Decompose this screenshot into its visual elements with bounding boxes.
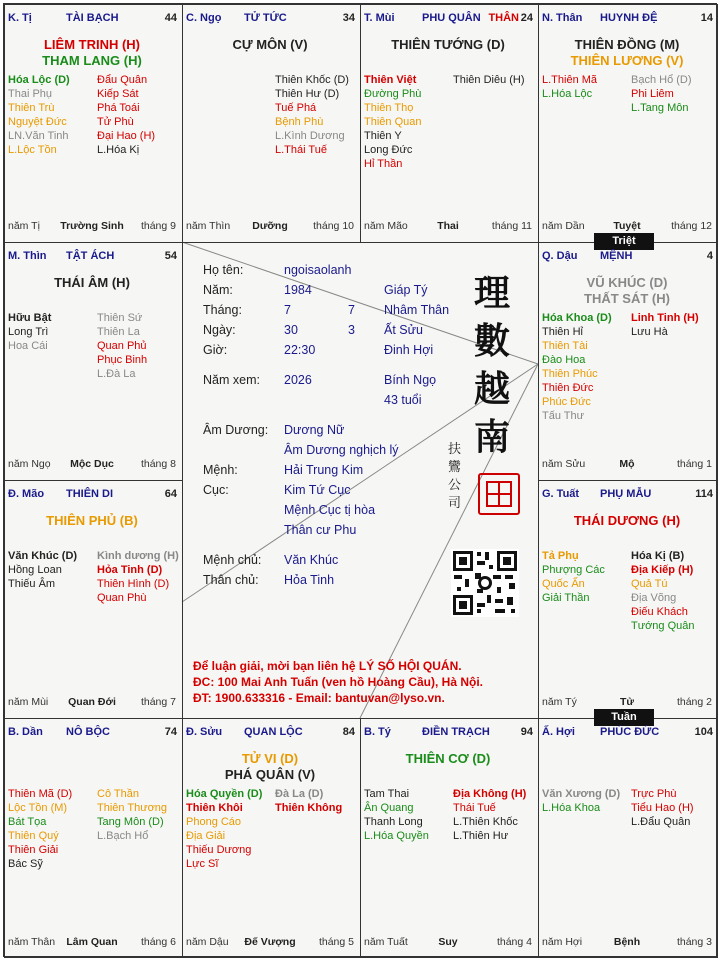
- palace-footer: [8, 696, 176, 710]
- lunar-month: tháng 8: [140, 458, 176, 470]
- minor-star: Tướng Quân: [631, 620, 695, 632]
- contact-line-1: Để luận giải, mời bạn liên hệ LÝ SỐ HỘI QUÁN.: [193, 659, 462, 673]
- minor-star: Tiểu Hao (H): [631, 802, 694, 814]
- palace-name: ĐIỀN TRẠCH: [422, 726, 490, 738]
- palace-footer: [186, 220, 354, 234]
- palace-age-number: 64: [164, 488, 177, 500]
- cuc-value: Kim Tứ Cục: [284, 483, 351, 497]
- minor-star: L.Tang Môn: [631, 102, 689, 114]
- minor-stars-right: [631, 311, 699, 339]
- hour-can: Đinh Hợi: [384, 343, 434, 357]
- minor-star: Long Đức: [364, 144, 413, 156]
- palace-branch: Đ. Sửu: [186, 726, 223, 738]
- minor-stars-left: [8, 311, 51, 353]
- minor-stars-right: [97, 549, 179, 605]
- minor-star: Địa Không (H): [453, 788, 527, 800]
- palace-hoi[interactable]: [537, 717, 717, 957]
- minor-star: Đào Hoa: [542, 354, 586, 366]
- lunar-month: tháng 3: [676, 936, 712, 948]
- truong-sinh-stage: Đế Vượng: [244, 936, 296, 948]
- month-lunar: 7: [348, 303, 355, 317]
- palace-ngo[interactable]: [181, 3, 359, 241]
- truong-sinh-stage: Thai: [437, 220, 459, 232]
- minor-stars-right: [453, 73, 525, 87]
- thanchu-value: Hỏa Tinh: [284, 573, 335, 587]
- minor-star: Văn Xương (D): [542, 788, 621, 800]
- palace-age-number: 74: [164, 726, 177, 738]
- minor-star: Thanh Long: [364, 816, 423, 828]
- minor-star: Tang Môn (D): [97, 816, 164, 828]
- minor-star: L.Thiên Mã: [542, 74, 598, 86]
- amduong-note: Âm Dương nghịch lý: [284, 443, 399, 457]
- minor-star: L.Hóa Quyền: [364, 830, 429, 842]
- palace-ti[interactable]: [3, 3, 181, 241]
- palace-age-number: 84: [342, 726, 355, 738]
- minor-star: Linh Tinh (H): [631, 312, 699, 324]
- minor-star: Tuế Phá: [275, 102, 317, 114]
- palace-header: [364, 726, 533, 740]
- palace-footer: [186, 936, 354, 950]
- minor-star: L.Đà La: [97, 368, 136, 380]
- minor-star: Thiên Việt: [364, 74, 417, 86]
- palace-name: QUAN LỘC: [244, 726, 303, 738]
- minor-star: L.Hóa Khoa: [542, 802, 601, 814]
- minor-star: Thiên Trù: [8, 102, 55, 114]
- minor-star: Điếu Khách: [631, 606, 688, 618]
- palace-than[interactable]: [537, 3, 717, 241]
- palace-mui[interactable]: [359, 3, 537, 241]
- dai-han-year: năm Sửu: [542, 458, 586, 470]
- minor-star: Lộc Tồn (M): [8, 802, 68, 814]
- minor-stars-left: [186, 787, 262, 871]
- minor-star: L.Kình Dương: [275, 130, 345, 142]
- palace-ty[interactable]: [359, 717, 537, 957]
- minor-star: L.Lộc Tồn: [8, 144, 57, 156]
- minor-star: Phục Binh: [97, 354, 148, 366]
- dai-han-year: năm Tuất: [364, 936, 408, 948]
- minor-star: Tử Phù: [97, 116, 134, 128]
- minor-stars-right: [97, 311, 147, 381]
- dai-han-year: năm Dậu: [186, 936, 229, 948]
- truong-sinh-stage: Quan Đới: [68, 696, 116, 708]
- minor-star: Thiên Y: [364, 130, 402, 142]
- palace-footer: [542, 936, 712, 950]
- day-label: Ngày:: [203, 323, 236, 337]
- palace-name: PHU QUÂN: [422, 12, 481, 24]
- amduong-value: Dương Nữ: [284, 423, 345, 437]
- view-year-can: Bính Ngọ: [384, 373, 437, 387]
- major-star: LIÊM TRINH (H): [43, 37, 141, 52]
- tuan-marker: Tuần: [594, 709, 654, 726]
- palace-branch: C. Ngọ: [186, 12, 222, 24]
- minor-star: Phượng Các: [542, 564, 605, 576]
- amduong-label: Âm Dương:: [203, 423, 269, 437]
- palace-footer: [542, 220, 712, 234]
- minor-star: Thiên Không: [275, 802, 343, 814]
- major-star: THIÊN TƯỚNG (D): [391, 37, 505, 52]
- major-stars: [537, 513, 717, 529]
- contact-address: ĐC: 100 Mai Anh Tuấn (ven hồ Hoàng Cầu), Hà Nội.: [193, 675, 484, 689]
- minor-star: Ân Quang: [364, 802, 414, 814]
- minor-star: Đường Phù: [364, 88, 422, 100]
- triet-marker: Triệt: [594, 233, 654, 250]
- palace-age-number: 44: [164, 12, 177, 24]
- palace-name: TỬ TỨC: [244, 12, 287, 24]
- minor-star: Tam Thai: [364, 788, 410, 800]
- palace-name: THIÊN DI: [66, 488, 114, 500]
- minor-star: Quan Phù: [97, 592, 147, 604]
- truong-sinh-stage: Lâm Quan: [66, 936, 118, 948]
- major-stars: [181, 751, 359, 783]
- palace-header: [542, 12, 713, 26]
- palace-tuat[interactable]: [537, 479, 717, 717]
- year-label: Năm:: [203, 283, 233, 297]
- minor-star: Phong Cáo: [186, 816, 242, 828]
- minor-star: Thiếu Âm: [8, 578, 56, 590]
- minor-stars-right: [453, 787, 526, 843]
- palace-header: [542, 488, 713, 502]
- minor-star: Hoa Cái: [8, 340, 48, 352]
- minor-star: Thiên Mã (D): [8, 788, 73, 800]
- view-year-label: Năm xem:: [203, 373, 260, 387]
- calligraphy-text: 理數越南: [473, 272, 510, 458]
- minor-star: Thiên Khốc (D): [275, 74, 349, 86]
- palace-age-number: 114: [695, 488, 713, 500]
- minor-star: Thiên Thương: [97, 802, 168, 814]
- minor-star: Kiếp Sát: [97, 88, 139, 100]
- minor-star: Lưu Hà: [631, 326, 668, 338]
- palace-branch: M. Thìn: [8, 250, 47, 262]
- minor-star: Đại Hao (H): [97, 130, 156, 142]
- palace-age-number: 24: [520, 12, 533, 24]
- minor-star: Thiên Giải: [8, 844, 59, 856]
- qr-code-icon: [451, 549, 519, 617]
- lunar-month: tháng 11: [491, 220, 532, 232]
- major-star: THÁI DƯƠNG (H): [573, 513, 681, 528]
- palace-footer: [364, 936, 532, 950]
- menh-label: Mệnh:: [203, 463, 238, 477]
- minor-star: Địa Kiếp (H): [631, 564, 694, 576]
- major-stars: [3, 37, 181, 69]
- palace-age-number: 4: [706, 250, 713, 262]
- minor-star: Thiên Hư (D): [275, 88, 340, 100]
- lunar-month: tháng 6: [140, 936, 176, 948]
- minor-stars-right: [275, 787, 342, 815]
- palace-header: [8, 726, 177, 740]
- day-value: 30: [284, 323, 298, 337]
- minor-star: Tả Phụ: [542, 550, 579, 562]
- palace-footer: [542, 696, 712, 710]
- major-star: VŨ KHÚC (D): [586, 275, 668, 290]
- minor-star: Thiếu Dương: [186, 844, 252, 856]
- palace-header: [8, 12, 177, 26]
- major-star: THIÊN ĐỒNG (M): [574, 37, 680, 52]
- minor-star: Địa Võng: [631, 592, 677, 604]
- hour-value: 22:30: [284, 343, 316, 357]
- minor-star: L.Bạch Hổ: [97, 830, 149, 842]
- minor-star: Quốc Ấn: [542, 578, 585, 590]
- minor-star: Thiên Khôi: [186, 802, 243, 814]
- minor-star: Thiên Hình (D): [97, 578, 170, 590]
- minor-stars-left: [8, 787, 72, 871]
- minor-star: Thiên Hỉ: [542, 326, 583, 338]
- cuc-relation: Mệnh Cục tị hòa: [284, 503, 376, 517]
- minor-star: Tấu Thư: [542, 410, 585, 422]
- major-stars: [537, 275, 717, 307]
- palace-age-number: 94: [520, 726, 533, 738]
- minor-star: Hóa Khoa (D): [542, 312, 612, 324]
- major-star: THÁI ÂM (H): [54, 275, 130, 290]
- palace-branch: Q. Dậu: [542, 250, 578, 262]
- minor-star: Hỏa Tinh (D): [97, 564, 163, 576]
- minor-stars-left: [364, 73, 421, 171]
- minor-star: Đẩu Quân: [97, 74, 148, 86]
- palace-header: [364, 12, 533, 26]
- contact-phone-email: ĐT: 1900.633316 - Email: bantuvan@lyso.vn.: [193, 691, 445, 705]
- minor-star: Bát Tọa: [8, 816, 47, 828]
- major-star: THẤT SÁT (H): [584, 291, 670, 306]
- palace-footer: [8, 220, 176, 234]
- minor-star: Thiên Quý: [8, 830, 59, 842]
- lunar-month: tháng 9: [140, 220, 176, 232]
- minor-star: Địa Giải: [186, 830, 226, 842]
- palace-name: TẬT ÁCH: [66, 250, 115, 262]
- truong-sinh-stage: Dưỡng: [252, 220, 288, 232]
- palace-than-marker: THÂN: [488, 12, 519, 24]
- minor-star: Phá Toái: [97, 102, 140, 114]
- dai-han-year: năm Ngọ: [8, 458, 51, 470]
- minor-star: Hồng Loan: [8, 564, 62, 576]
- minor-star: Lực Sĩ: [186, 858, 219, 870]
- lunar-month: tháng 12: [671, 220, 712, 232]
- minor-star: Thiên Diêu (H): [453, 74, 525, 86]
- palace-footer: [8, 936, 176, 950]
- minor-star: Thiên Thọ: [364, 102, 414, 114]
- minor-star: L.Hóa Kị: [97, 144, 140, 156]
- major-star: THIÊN LƯƠNG (V): [570, 53, 684, 68]
- lunar-month: tháng 5: [318, 936, 354, 948]
- palace-branch: G. Tuất: [542, 488, 580, 500]
- palace-header: [186, 726, 355, 740]
- lunar-month: tháng 1: [676, 458, 712, 470]
- minor-stars-left: [542, 73, 597, 101]
- palace-header: [542, 250, 713, 264]
- minor-star: Thiên Tài: [542, 340, 588, 352]
- minor-stars-left: [8, 549, 77, 591]
- major-stars: [181, 37, 359, 53]
- palace-branch: K. Tị: [8, 12, 32, 24]
- palace-age-number: 34: [342, 12, 355, 24]
- palace-dan[interactable]: [3, 717, 181, 957]
- major-star: THIÊN PHỦ (B): [46, 513, 138, 528]
- view-year-value: 2026: [284, 373, 312, 387]
- major-star: PHÁ QUÂN (V): [224, 767, 316, 782]
- palace-branch: B. Tý: [364, 726, 391, 738]
- minor-star: Quả Tú: [631, 578, 668, 590]
- palace-name: PHỤ MẪU: [600, 488, 652, 500]
- minor-stars-left: [542, 787, 620, 815]
- day-can: Ất Sửu: [384, 323, 423, 337]
- minor-star: L.Thiên Hư: [453, 830, 509, 842]
- minor-star: L.Thiên Khốc: [453, 816, 518, 828]
- seal-glyph-icon: [484, 479, 514, 509]
- truong-sinh-stage: Suy: [438, 936, 458, 948]
- palace-name: MỆNH: [600, 250, 633, 262]
- minor-star: Quan Phủ: [97, 340, 147, 352]
- major-star: THIÊN CƠ (D): [405, 751, 491, 766]
- palace-age-number: 14: [700, 12, 713, 24]
- minor-star: Thai Phụ: [8, 88, 53, 100]
- dai-han-year: năm Thân: [8, 936, 56, 948]
- minor-star: L.Đẩu Quân: [631, 816, 691, 828]
- minor-star: Hữu Bật: [8, 312, 52, 324]
- lunar-month: tháng 4: [496, 936, 532, 948]
- lunar-month: tháng 7: [140, 696, 176, 708]
- minor-star: L.Thái Tuế: [275, 144, 327, 156]
- minor-star: Long Trì: [8, 326, 49, 338]
- dai-han-year: năm Tị: [8, 220, 40, 232]
- palace-branch: T. Mùi: [364, 12, 395, 24]
- minor-star: Kình dương (H): [97, 550, 179, 562]
- menhchu-label: Mệnh chủ:: [203, 553, 262, 567]
- palace-dau[interactable]: [537, 241, 717, 479]
- minor-stars-right: [631, 73, 692, 115]
- year-value: 1984: [284, 283, 312, 297]
- truong-sinh-stage: Mộ: [619, 458, 635, 470]
- palace-footer: [8, 458, 176, 472]
- small-calligraphy: 扶鸞公司: [448, 442, 462, 511]
- minor-star: Thiên Đức: [542, 382, 594, 394]
- cuc-label: Cục:: [203, 483, 229, 497]
- minor-star: Thiên Phúc: [542, 368, 598, 380]
- minor-star: Bạch Hổ (D): [631, 74, 692, 86]
- month-can: Nhâm Thân: [384, 303, 450, 317]
- minor-stars-right: [631, 549, 695, 633]
- red-seal: [478, 473, 520, 515]
- palace-header: [186, 12, 355, 26]
- truong-sinh-stage: Tuyệt: [613, 220, 641, 232]
- major-star: CỰ MÔN (V): [232, 37, 308, 52]
- palace-thin[interactable]: [3, 241, 181, 479]
- minor-stars-right: [97, 787, 167, 843]
- month-value: 7: [284, 303, 291, 317]
- minor-star: Thiên Quan: [364, 116, 422, 128]
- than-position: Thân cư Phu: [284, 523, 357, 537]
- major-star: TỬ VI (D): [241, 751, 299, 766]
- dai-han-year: năm Tý: [542, 696, 577, 708]
- major-stars: [537, 37, 717, 69]
- minor-star: Thái Tuế: [453, 802, 496, 814]
- minor-star: Phi Liêm: [631, 88, 674, 100]
- minor-stars-left: [542, 311, 612, 423]
- minor-star: Hóa Quyền (D): [186, 788, 263, 800]
- year-can: Giáp Tý: [384, 283, 428, 297]
- palace-header: [8, 488, 177, 502]
- dai-han-year: năm Dần: [542, 220, 585, 232]
- minor-star: Văn Khúc (D): [8, 550, 78, 562]
- day-lunar: 3: [348, 323, 355, 337]
- palace-name: TÀI BẠCH: [66, 12, 119, 24]
- palace-header: [542, 726, 713, 740]
- minor-star: Thiên La: [97, 326, 140, 338]
- minor-star: Hỉ Thần: [364, 158, 403, 170]
- major-stars: [3, 275, 181, 291]
- name-label: Họ tên:: [203, 263, 244, 277]
- dai-han-year: năm Hợi: [542, 936, 583, 948]
- minor-star: LN.Văn Tinh: [8, 130, 69, 142]
- minor-stars-right: [275, 73, 349, 157]
- minor-stars-right: [97, 73, 155, 157]
- palace-name: HUYNH ĐỆ: [600, 12, 658, 24]
- minor-star: Thiên Sứ: [97, 312, 143, 324]
- dai-han-year: năm Mão: [364, 220, 408, 232]
- dai-han-year: năm Thìn: [186, 220, 231, 232]
- palace-name: PHÚC ĐỨC: [600, 726, 660, 738]
- truong-sinh-stage: Trường Sinh: [60, 220, 124, 232]
- minor-star: Hóa Lộc (D): [8, 74, 70, 86]
- minor-star: Hóa Kị (B): [631, 550, 685, 562]
- month-label: Tháng:: [203, 303, 242, 317]
- name-value: ngoisaolanh: [284, 263, 352, 277]
- minor-star: Cô Thần: [97, 788, 139, 800]
- major-stars: [3, 513, 181, 529]
- minor-star: L.Hóa Lộc: [542, 88, 593, 100]
- dai-han-year: năm Mùi: [8, 696, 49, 708]
- minor-stars-left: [364, 787, 429, 843]
- hour-label: Giờ:: [203, 343, 228, 357]
- minor-stars-left: [542, 549, 605, 605]
- palace-footer: [542, 458, 712, 472]
- thanchu-label: Thân chủ:: [203, 573, 259, 587]
- palace-branch: B. Dần: [8, 726, 43, 738]
- major-stars: [359, 751, 537, 767]
- palace-footer: [364, 220, 532, 234]
- minor-stars-left: [8, 73, 70, 157]
- age-value: 43 tuổi: [384, 393, 422, 407]
- minor-star: Bác Sỹ: [8, 858, 43, 870]
- minor-star: Trực Phù: [631, 788, 677, 800]
- minor-star: Đà La (D): [275, 788, 324, 800]
- major-stars: [359, 37, 537, 53]
- palace-header: [8, 250, 177, 264]
- minor-star: Bệnh Phù: [275, 116, 324, 128]
- chart-center: [181, 241, 537, 717]
- minor-star: Giải Thần: [542, 592, 590, 604]
- palace-name: NÔ BỘC: [66, 726, 110, 738]
- palace-branch: Ấ. Hợi: [542, 726, 575, 738]
- minor-star: Phúc Đức: [542, 396, 591, 408]
- palace-branch: N. Thân: [542, 12, 583, 24]
- palace-suu[interactable]: [181, 717, 359, 957]
- truong-sinh-stage: Bệnh: [613, 936, 641, 948]
- major-star: THAM LANG (H): [42, 53, 142, 68]
- menhchu-value: Văn Khúc: [284, 553, 339, 567]
- minor-star: Nguyệt Đức: [8, 116, 67, 128]
- truong-sinh-stage: Mộc Dục: [70, 458, 114, 470]
- minor-stars-right: [631, 787, 694, 829]
- truong-sinh-stage: Tử: [619, 696, 635, 708]
- palace-branch: Đ. Mão: [8, 488, 45, 500]
- palace-age-number: 54: [164, 250, 177, 262]
- lunar-month: tháng 10: [313, 220, 354, 232]
- palace-mao[interactable]: [3, 479, 181, 717]
- lunar-month: tháng 2: [676, 696, 712, 708]
- palace-age-number: 104: [694, 726, 713, 738]
- menh-value: Hải Trung Kim: [284, 463, 364, 477]
